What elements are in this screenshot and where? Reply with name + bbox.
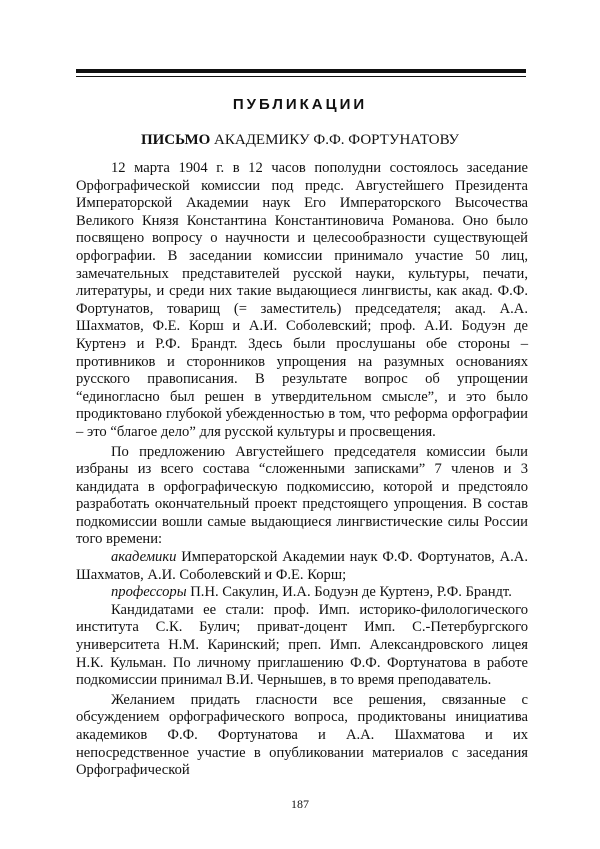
academicians-entry	[76, 549, 528, 584]
paragraph-2: По предложению Августейшего председателя комиссии были избраны из всего состава “сложенными записками” 7 членов и 3 кандидата в орфографическую подкомиссию, которой и предстояло разработать окончательный проект предстоящего упрощения. В состав подкомиссии вошли самые выдающиеся лингвистические силы России того времени:	[76, 443, 528, 548]
article-body	[76, 160, 528, 780]
page-number: 187	[291, 797, 309, 811]
academicians-label: академики	[111, 549, 177, 566]
header-rule-thick	[76, 69, 526, 73]
professors-entry	[76, 584, 528, 602]
article-title-bold: ПИСЬМО	[140, 132, 211, 148]
article-title-rest: АКАДЕМИКУ Ф.Ф. ФОРТУНАТОВУ	[210, 132, 460, 148]
article-title	[0, 132, 600, 149]
paragraph-4: Желанием придать гласности все решения, связанные с обсуждением орфографического вопроса, продиктованы инициатива академиков Ф.Ф. Фортунатова и А.А. Шахматова и их непосредственное участие в опубликовании материалов с заседания Орфографической	[76, 691, 528, 779]
paragraph-3: Кандидатами ее стали: проф. Имп. историко-филологического института С.К. Булич; приват-доцент Имп. С.-Петербургского университета Н.М. Каринский; преп. Имп. Александровского лицея Н.К. Кульман. По личному приглашению Ф.Ф. Фортунатова в работе подкомиссии принимал В.И. Чернышев, в то время преподаватель.	[76, 601, 528, 689]
paragraph-1: 12 марта 1904 г. в 12 часов пополудни состоялось заседание Орфографической комиссии под предс. Августейшего Президента Императорской Академии наук Его Императорского Высочества Великого Князя Константина Константиновича Романова. Оно было посвящено вопросу о научности и целесообразности существующей орфографии. В заседании комиссии принимало участие 50 лиц, замечательных представителей русской науки, культуры, печати, литературы, и среди них такие выдающиеся лингвисты, как акад. Ф.Ф. Фортунатов, товарищ (= заместитель) председателя; акад. А.А. Шахматов, Ф.Е. Корш и А.И. Соболевский; проф. А.И. Бодуэн де Куртенэ и Р.Ф. Брандт. Здесь были прослушаны обе стороны – противников и сторонников упрощения на разумных основаниях русского правописания. В результате вопрос об упрощении “единогласно был решен в утвердительном смысле”, и это было продиктовано глубокой убежденностью в том, что реформа орфографии – это “благое дело” для русской культуры и просвещения.	[76, 160, 528, 440]
header-rule-thin	[76, 76, 526, 77]
academicians-text: Императорской Академии наук Ф.Ф. Фортунатов, А.А. Шахматов, А.И. Соболевский и Ф.Е. Корш;	[76, 549, 528, 583]
section-title: ПУБЛИКАЦИИ	[232, 96, 368, 113]
professors-text: П.Н. Сакулин, И.А. Бодуэн де Куртенэ, Р.Ф. Брандт.	[186, 584, 512, 601]
professors-label: профессоры	[111, 584, 187, 601]
